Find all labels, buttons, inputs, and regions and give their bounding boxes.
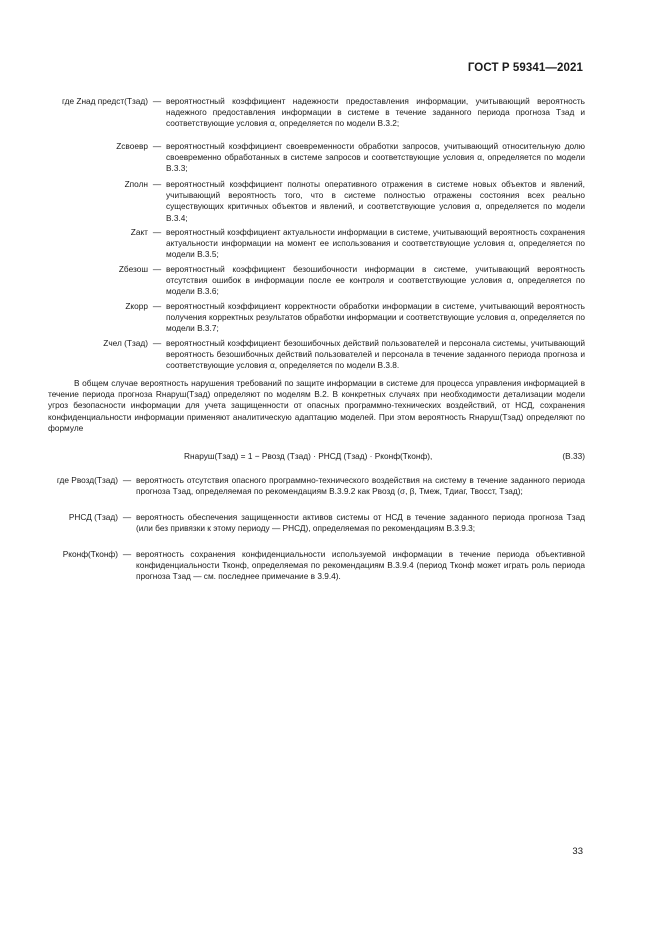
definition-row	[48, 141, 585, 179]
formula-number: (В.33)	[562, 451, 585, 461]
body-paragraph: В общем случае вероятность нарушения требований по защите информации в системе для процесса управления информацией в течение периода прогноза Rнаруш(Тзад) определяют по моделям В.2. В конкретных случаях при необходимости детализации модели угроз безопасности информации для учета защищенности от опасных программно-технических воздействий, от НСД, сохранения конфиденциальности информации применяют аналитическую адаптацию моделей. При этом вероятность Rнаруш(Тзад) определяют по формуле	[48, 378, 585, 433]
definition-symbol: где Pвозд(Тзад)	[56, 475, 118, 485]
definition-text: вероятностный коэффициент актуальности информации в системе, учитывающий вероятность сохранения актуальности информации на момент ее использования и соответствующие условия α, определяется по модели В.3.5;	[166, 227, 585, 260]
definition-row	[48, 301, 585, 338]
definition-text: вероятностный коэффициент безошибочности информации в системе, учитывающий вероятность отсутствия ошибок в информации после ее контроля и соответствующие условия α, определяется по модели В.3.6;	[166, 264, 585, 297]
definition-dash: —	[122, 475, 132, 485]
definition-dash: —	[152, 179, 162, 189]
definition-row	[48, 549, 585, 586]
definition-dash: —	[152, 301, 162, 311]
definition-row	[48, 179, 585, 227]
definition-symbol: Zбезош	[118, 264, 148, 274]
definition-text: вероятность сохранения конфиденциальности используемой информации в течение периода объективной конфиденциальности Тконф, определяемая по рекомендациям В.3.9.4 (период Тконф может играть роль периода прогноза Тзад — см. последнее примечание в 3.9.4).	[136, 549, 585, 582]
definition-dash: —	[122, 549, 132, 559]
definition-dash: —	[152, 96, 162, 106]
definition-text: вероятностный коэффициент корректности обработки информации в системе, учитывающий вероятность получения корректных результатов обработки информации и соответствующие условия α, определяется по модели В.3.7;	[166, 301, 585, 334]
definition-dash: —	[122, 512, 132, 522]
definition-dash: —	[152, 338, 162, 348]
definition-text: вероятностный коэффициент надежности предоставления информации, учитывающий вероятность надежного предоставления информации в системе в течение заданного периода прогноза Тзад и соответствующие условия α, определяется по модели В.3.2;	[166, 96, 585, 129]
page-number: 33	[572, 846, 583, 857]
definition-text: вероятность обеспечения защищенности активов системы от НСД в течение заданного периода прогноза Тзад (или без привязки к этому периоду — PНСД), определяемая по рекомендациям В.3.9.3;	[136, 512, 585, 534]
definition-text: вероятностный коэффициент безошибочных действий пользователей и персонала системы, учитывающий вероятность безошибочных действий пользователей и персонала в течение заданного периода прогноза и соответствующие условия α, определяется по модели В.3.8.	[166, 338, 585, 371]
formula-block	[48, 450, 585, 464]
definition-symbol: Zполн	[124, 179, 148, 189]
definition-dash: —	[152, 227, 162, 237]
definition-symbol: Zкорр	[125, 301, 148, 311]
definition-symbol: Zчел (Тзад)	[103, 338, 148, 348]
definition-text: вероятностный коэффициент своевременности обработки запросов, учитывающий относительную долю своевременно обработанных в системе запросов и соответствующие условия α, определяется по модели В.3.3;	[166, 141, 585, 174]
definition-symbol: PНСД (Тзад)	[68, 512, 118, 522]
definition-symbol: где Zнад предст(Тзад)	[61, 96, 148, 106]
definition-text: вероятностный коэффициент полноты оперативного отражения в системе новых объектов и явлений, учитывающий вероятность того, что в системе полностью отражены состояния всех реально существующих критичных объектов и явлений, и соответствующие условия α, определяется по модели В.3.4;	[166, 179, 585, 223]
definition-row	[48, 227, 585, 264]
definition-row	[48, 96, 585, 141]
document-header: ГОСТ Р 59341—2021	[467, 62, 583, 74]
definition-row	[48, 264, 585, 301]
definition-text: вероятность отсутствия опасного программно-технического воздействия на систему в течение заданного периода прогноза Тзад, определяемая по рекомендациям В.3.9.2 как Pвозд (σ, β, Тмеж, Тдиаг, Твосст, Тзад);	[136, 475, 585, 497]
definition-symbol: Zсвоевр	[116, 141, 148, 151]
definition-row	[48, 475, 585, 512]
definitions-list-1	[48, 96, 585, 384]
definition-symbol: Zакт	[130, 227, 148, 237]
definition-row	[48, 512, 585, 549]
formula-expression: Rнаруш(Тзад) = 1 − Pвозд (Тзад) · PНСД (Тзад) · Pконф(Тконф),	[184, 451, 433, 461]
definitions-list-2	[48, 475, 585, 586]
definition-dash: —	[152, 264, 162, 274]
definition-symbol: Pконф(Тконф)	[62, 549, 118, 559]
definition-dash: —	[152, 141, 162, 151]
